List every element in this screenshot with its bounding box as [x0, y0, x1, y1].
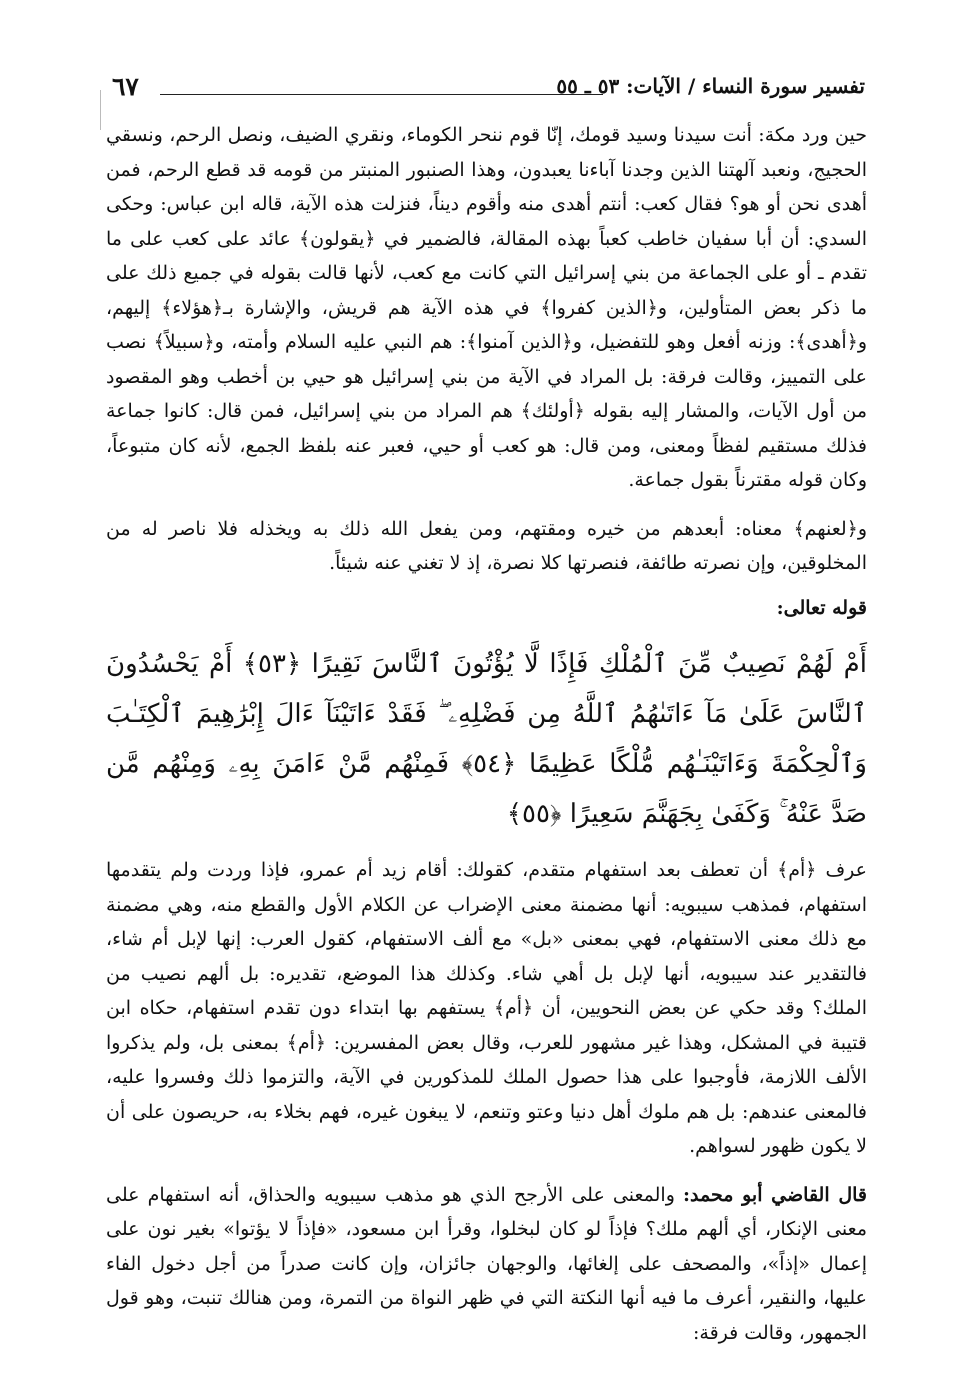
paragraph-text: و﴿لعنهم﴾ معناه: أبعدهم من خيره ومقتهم، ومن يفعل الله ذلك به ويخذله فلا ناصر له من المخلوقين، وإن نصرته طائفة، فنصرتها كلا نصرة، إذ لا تغني عنه شيئاً.	[106, 517, 867, 574]
commentary-paragraph	[106, 1178, 867, 1351]
body-paragraph	[106, 512, 867, 581]
commentary-paragraph	[106, 853, 867, 1164]
paragraph-text: والمعنى على الأرجح الذي هو مذهب سيبويه والحذاق، أنه استفهام على معنى الإنكار، أي ألهم ملك؟ فإذاً لو كان لبخلوا، وقرأ ابن مسعود، «فإذاً لا يؤتوا» بغير نون على إعمال «إذاً»، والمصحف على إلغائها، والوجهان جائزان، وإن كانت صدراً من أجل دخول الفاء عليها، والنقير، أعرف ما فيه أنها النكتة التي في ظهر النواة من التمرة، ومن هنالك تنبت، وهو قول الجمهور، وقالت فرقة:	[106, 1183, 867, 1344]
page-header	[112, 66, 865, 106]
quran-verse: أَمْ لَهُمْ نَصِيبٌ مِّنَ ٱلْمُلْكِ فَإِذًا لَّا يُؤْتُونَ ٱلنَّاسَ نَقِيرًا ﴿٥٣﴾ أَمْ يَحْسُدُونَ ٱلنَّاسَ عَلَىٰ مَآ ءَاتَىٰهُمُ ٱللَّهُ مِن فَضْلِهِۦ ۖ فَقَدْ ءَاتَيْنَآ ءَالَ إِبْرَٰهِيمَ ٱلْكِتَـٰبَ وَٱلْحِكْمَةَ وَءَاتَيْنَـٰهُم مُّلْكًا عَظِيمًا ﴿٥٤﴾ فَمِنْهُم مَّنْ ءَامَنَ بِهِۦ وَمِنْهُم مَّن صَدَّ عَنْهُ ۚ وَكَفَىٰ بِجَهَنَّمَ سَعِيرًا ﴿٥٥﴾	[106, 649, 867, 829]
page-number: ٦٧	[112, 72, 139, 101]
paragraph-lead: قال القاضي أبو محمد:	[683, 1183, 867, 1206]
body-paragraph	[106, 118, 867, 498]
header-rule	[160, 94, 603, 95]
margin-mark	[100, 90, 101, 130]
page-body	[106, 118, 867, 1350]
running-head: تفسير سورة النساء / الآيات: ٥٣ ـ ٥٥	[556, 74, 865, 98]
paragraph-text: حين ورد مكة: أنت سيدنا وسيد قومك، إنّا قوم ننحر الكوماء، ونقري الضيف، ونصل الرحم، ونسقي الحجيج، ونعبد آلهتنا الذين وجدنا آباءنا يعبدون، وهذا الصنبور المنبتر من قومه قد قطع الرحم، فمن أهدى نحن أو هو؟ فقال كعب: أنتم أهدى منه وأقوم ديناً، فنزلت هذه الآية، قاله ابن عباس: وحكى السدي: أن أبا سفيان خاطب كعباً بهذه المقالة، فالضمير في ﴿يقولون﴾ عائد على كعب على ما تقدم ـ أو على الجماعة من بني إسرائيل التي كانت مع كعب، لأنها قالت بقوله في جميع ذلك على ما ذكر بعض المتأولين، و﴿الذين كفروا﴾ في هذه الآية هم قريش، والإشارة بـ﴿هؤلاء﴾ إليهم، و﴿أهدى﴾: وزنه أفعل وهو للتفضيل، و﴿الذين آمنوا﴾: هم النبي عليه السلام وأمته، و﴿سبيلاً﴾ نصب على التمييز، وقالت فرقة: بل المراد في الآية من بني إسرائيل هو حيي بن أخطب وهو المقصود من أول الآيات، والمشار إليه بقوله ﴿أولئك﴾ هم المراد من بني إسرائيل، فمن قال: كانوا جماعة فذلك مستقيم لفظاً ومعنى، ومن قال: هو كعب أو حيي، فعبر عنه بلفظ الجمع، لأنه كان متبوعاً، وكان قوله مقترناً بقول جماعة.	[106, 124, 867, 491]
paragraph-text: عرف ﴿أم﴾ أن تعطف بعد استفهام متقدم، كقولك: أقام زيد أم عمرو، فإذا وردت ولم يتقدمها استفهام، فمذهب سيبويه: أنها مضمنة معنى الإضراب عن الكلام الأول والقطع منه، وهي مضمنة مع ذلك معنى الاستفهام، فهي بمعنى «بل» مع ألف الاستفهام، كقول العرب: إنها لإبل أم شاء، فالتقدير عند سيبويه، أنها لإبل بل أهي شاء. وكذلك هذا الموضع، تقديره: بل ألهم نصيب من الملك؟ وقد حكي عن بعض النحويين، أن ﴿أم﴾ يستفهم بها ابتداء دون تقدم استفهام، حكاه ابن قتيبة في المشكل، وهذا غير مشهور للعرب، وقال بعض المفسرين: ﴿أم﴾ بمعنى بل، ولم يذكروا الألف اللازمة، فأوجبوا على هذا حصول الملك للمذكورين في الآية، والتزموا ذلك وفسروا عليه، فالمعنى عندهم: بل هم ملوك أهل دنيا وعتو وتنعم، لا يبغون غيره، فهم بخلاء به، حريصون على أن لا يكون ظهور لسواهم.	[106, 859, 867, 1157]
verse-heading: قوله تعالى:	[776, 596, 867, 619]
